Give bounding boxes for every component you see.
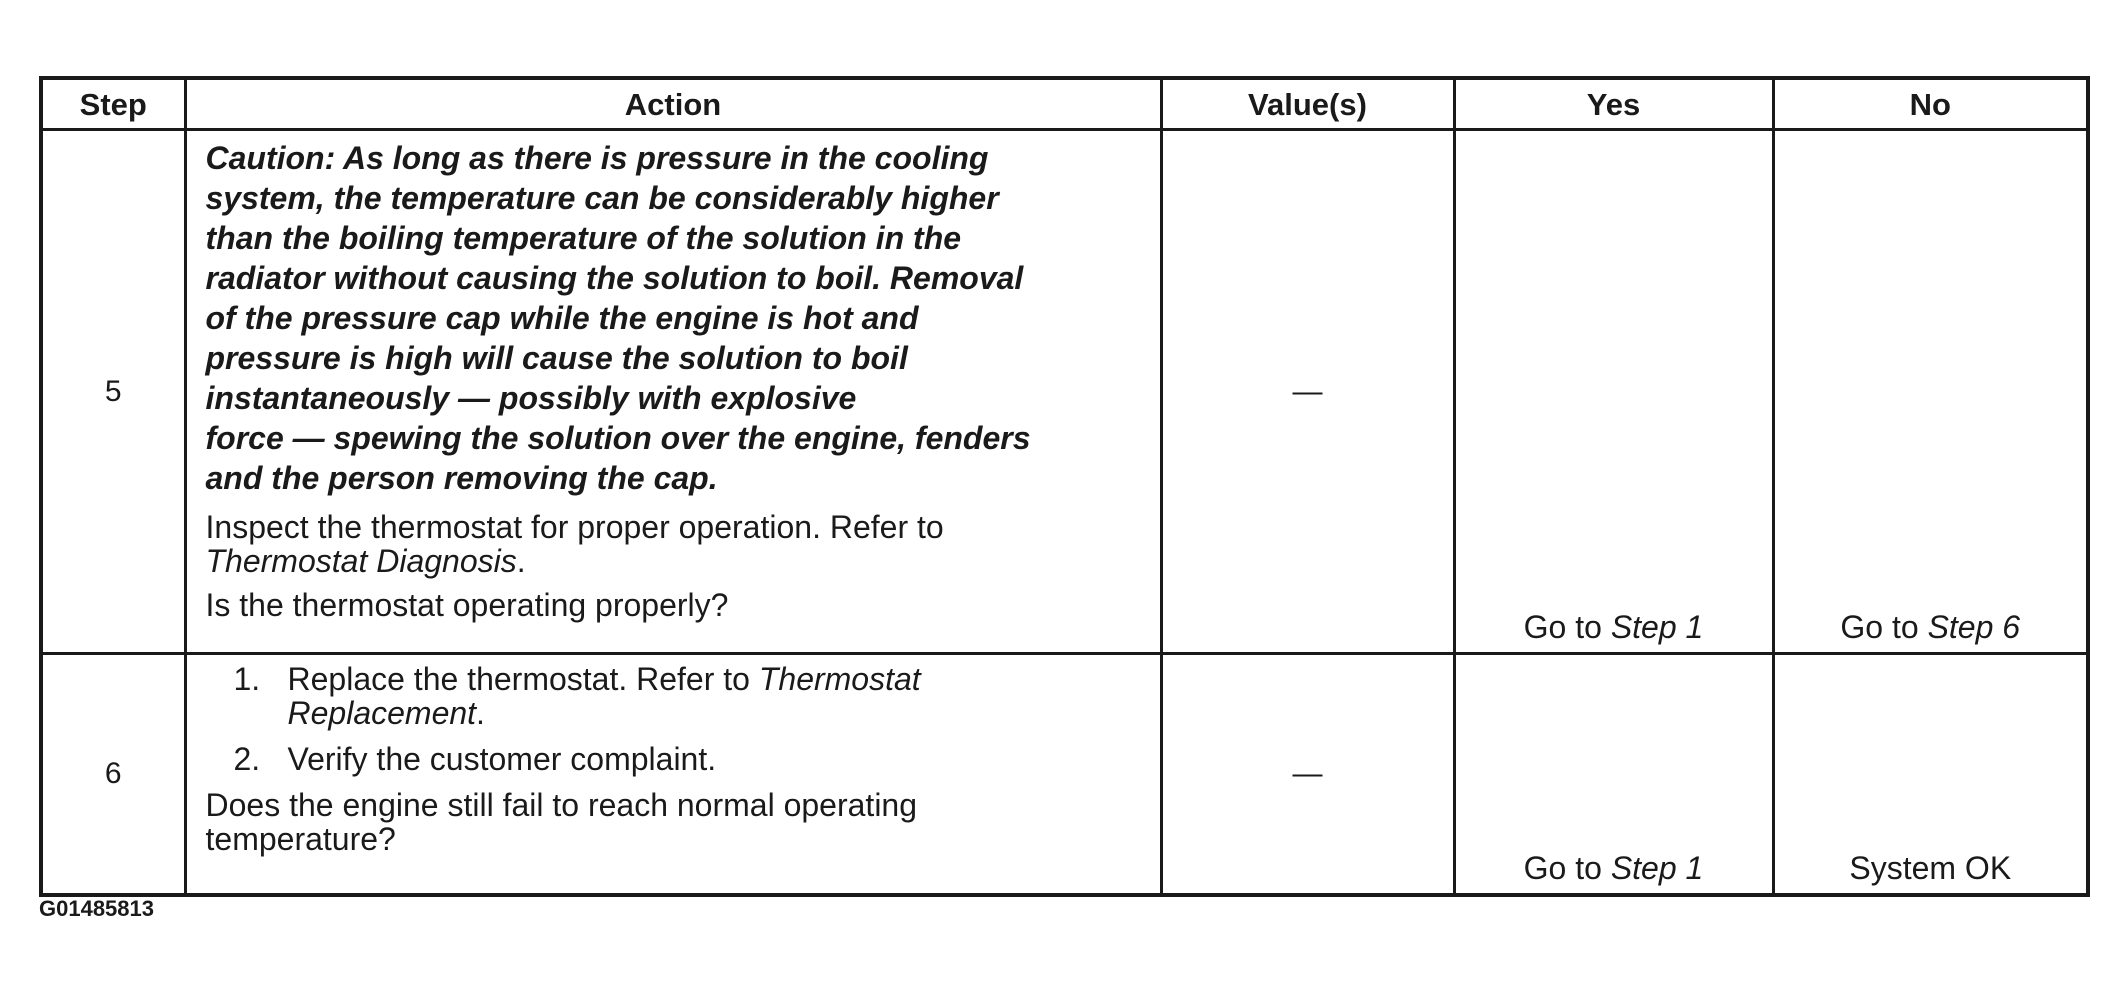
value-cell: [1161, 130, 1454, 654]
table-header-row: [41, 78, 2088, 130]
yes-prefix: Go to: [1523, 850, 1611, 886]
yes-cell: [1454, 654, 1773, 896]
header-action: Action: [185, 78, 1161, 130]
replacement-reference-link-cont[interactable]: Replacement: [287, 695, 477, 731]
yes-step-link[interactable]: Step 1: [1610, 850, 1704, 886]
header-no: No: [1773, 78, 2088, 130]
list-item-text: Replace the thermostat. Refer to: [287, 661, 759, 697]
step-number: 5: [41, 130, 185, 654]
header-values: Value(s): [1161, 78, 1454, 130]
header-yes: Yes: [1454, 78, 1773, 130]
caution-line: system, the temperature can be considerably higher: [205, 180, 999, 216]
value-cell: [1161, 654, 1454, 896]
caution-line: pressure is high will cause the solution to boil: [205, 340, 908, 376]
no-cell: [1773, 654, 2088, 896]
action-cell: [185, 654, 1161, 896]
table-row-step-5: [41, 130, 2088, 654]
diagnostic-table: [39, 76, 2090, 897]
caution-line: of the pressure cap while the engine is hot and: [205, 300, 919, 336]
caution-line: instantaneously — possibly with explosive: [205, 380, 857, 416]
list-number: 1.: [233, 661, 261, 697]
no-step-link[interactable]: Step 6: [1927, 609, 2021, 645]
list-item: [206, 662, 1148, 730]
question-text: Is the thermostat operating properly?: [205, 587, 729, 623]
instruction-text: Inspect the thermostat for proper operation. Refer to: [205, 509, 944, 545]
numbered-list: [206, 662, 1148, 776]
yes-step-link[interactable]: Step 1: [1610, 609, 1704, 645]
caution-text: [206, 138, 1148, 498]
list-item: [206, 742, 1148, 776]
no-result-text: System OK: [1849, 850, 2012, 886]
replacement-reference-link[interactable]: Thermostat: [758, 661, 921, 697]
caution-line: than the boiling temperature of the solution in the: [205, 220, 962, 256]
instruction-paragraph: [206, 510, 1148, 578]
action-cell: [185, 130, 1161, 654]
value-dash: —: [1292, 757, 1323, 790]
list-item-end: .: [476, 695, 485, 731]
question-line: Does the engine still fail to reach normal operating: [205, 787, 918, 823]
caution-line: radiator without causing the solution to boil. Removal: [205, 260, 1024, 296]
table-row-step-6: [41, 654, 2088, 896]
list-item-text: Verify the customer complaint.: [287, 741, 717, 777]
question-line: temperature?: [205, 821, 396, 857]
instruction-end: .: [516, 543, 526, 579]
value-dash: —: [1292, 374, 1323, 408]
instruction-reference-link[interactable]: Thermostat Diagnosis: [205, 543, 517, 579]
header-step: Step: [41, 78, 185, 130]
caution-line: Caution: As long as there is pressure in the cooling: [205, 140, 989, 176]
list-number: 2.: [233, 741, 261, 777]
yes-prefix: Go to: [1523, 609, 1611, 645]
image-code-label: G01485813: [39, 896, 154, 921]
no-cell: [1773, 130, 2088, 654]
step-number: 6: [41, 654, 185, 896]
caution-line: and the person removing the cap.: [205, 460, 718, 496]
question-text: [206, 788, 1148, 856]
yes-cell: [1454, 130, 1773, 654]
no-prefix: Go to: [1840, 609, 1928, 645]
caution-line: force — spewing the solution over the engine, fenders: [205, 420, 1031, 456]
